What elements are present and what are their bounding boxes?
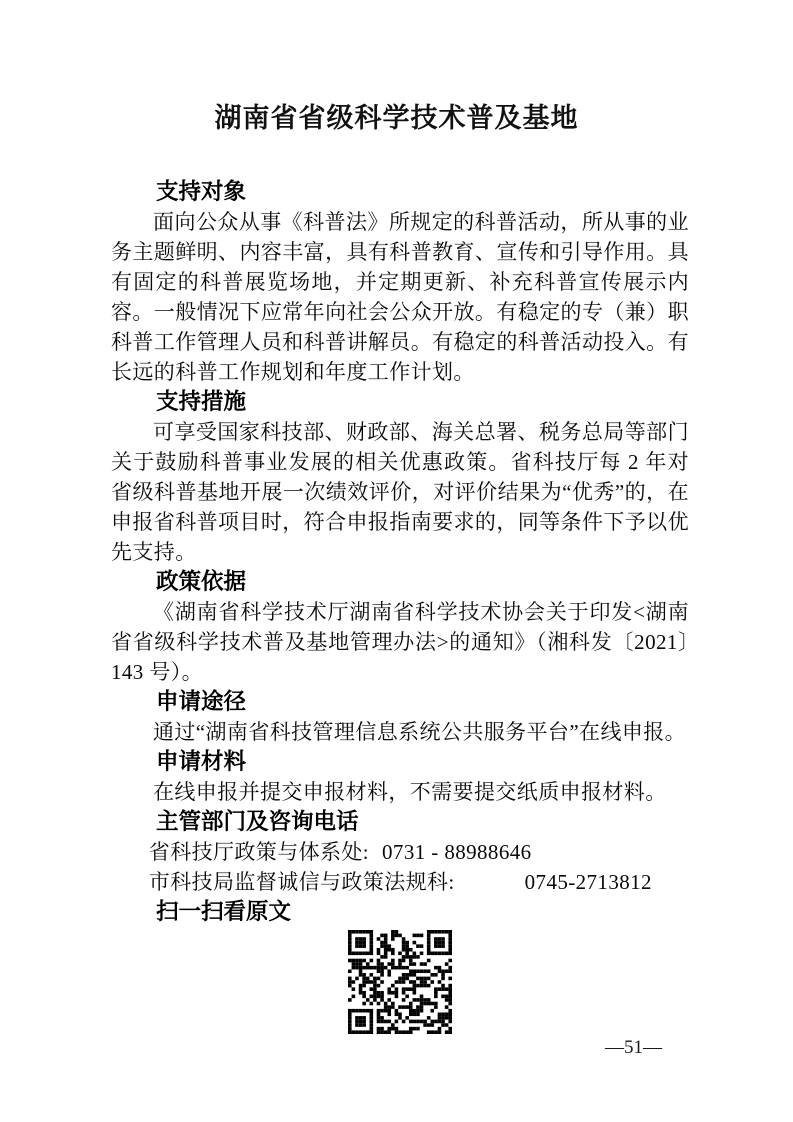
document-body: [0, 177, 793, 1034]
page-number: —51—: [605, 1037, 662, 1058]
section-heading-scan-qr: 扫一扫看原文: [156, 899, 292, 924]
qr-code: [348, 930, 452, 1034]
section-body-application-materials: 在线申报并提交申报材料，不需要提交纸质申报材料。: [153, 780, 667, 804]
contact-line-provincial: [111, 837, 689, 867]
contact-phone-number: 0745-2713812: [524, 870, 652, 894]
contact-line-municipal: [111, 867, 689, 897]
page-title: 湖南省省级科学技术普及基地: [214, 103, 579, 133]
section-body-support-target: 面向公众从事《科普法》所规定的科普活动，所从事的业务主题鲜明、内容丰富，具有科普教育、宣传和引导作用。具有固定的科普展览场地，并定期更新、补充科普宣传展示内容。一般情况下应常年向社会公众开放。有稳定的专（兼）职科普工作管理人员和科普讲解员。有稳定的科普活动投入。有长远的科普工作规划和年度工作计划。: [111, 210, 689, 384]
section-body-policy-basis: 《湖南省科学技术厅湖南省科学技术协会关于印发<湖南省省级科学技术普及基地管理办法>的通知》（湘科发〔2021〕143 号）。: [111, 600, 689, 684]
section-heading-support-measures: 支持措施: [156, 389, 247, 414]
contact-label: 市科技局监督诚信与政策法规科:: [148, 870, 455, 894]
section-heading-contact: 主管部门及咨询电话: [156, 809, 359, 834]
section-body-application-channel: 通过“湖南省科技管理信息系统公共服务平台”在线申报。: [153, 720, 687, 744]
qr-code-image: [348, 930, 452, 1034]
section-heading-policy-basis: 政策依据: [156, 569, 247, 594]
contact-label: 省科技厅政策与体系处:: [148, 840, 370, 864]
section-heading-support-target: 支持对象: [156, 179, 247, 204]
section-body-support-measures: 可享受国家科技部、财政部、海关总署、税务总局等部门关于鼓励科普事业发展的相关优惠政策。省科技厅每 2 年对省级科普基地开展一次绩效评价，对评价结果为“优秀”的，在申报省科普项目时，符合申报指南要求的，同等条件下予以优先支持。: [111, 420, 689, 564]
section-heading-application-channel: 申请途径: [156, 689, 247, 714]
section-heading-application-materials: 申请材料: [156, 749, 247, 774]
contact-phone-number: 0731 - 88988646: [382, 840, 532, 864]
